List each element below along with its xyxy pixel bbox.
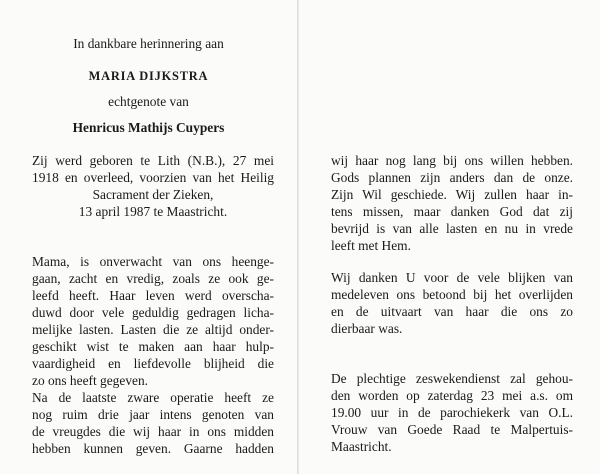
- tribute-line: leefd heeft. Haar leven werd overscha-: [32, 288, 274, 303]
- spouse-intro: echtgenote van: [108, 94, 189, 109]
- tribute-line: zo ons heeft gegeven.: [32, 373, 149, 388]
- tribute-line: melijke lasten. Lasten die ze altijd onder-: [32, 322, 274, 337]
- continuation-line: leeft met Hem.: [331, 238, 411, 253]
- tribute-line: Mama, is onverwacht van ons heenge-: [32, 254, 274, 269]
- in-memory-line: In dankbare herinnering aan: [73, 36, 224, 51]
- tribute-line: de vreugdes die wij haar in ons midden: [32, 424, 274, 439]
- continuation-line: bevrijd is van alle lasten en nu in vrede: [331, 221, 573, 236]
- thanks-line: Wij danken U voor de vele blijken van: [331, 270, 573, 285]
- continuation-line: wij haar nog lang bij ons willen hebben.: [331, 153, 573, 168]
- tribute-line: duwd door vele geduldig gedragen licha-: [32, 305, 274, 320]
- spouse-name: Henricus Mathijs Cuypers: [72, 120, 225, 135]
- right-page: [300, 0, 600, 474]
- thanks-line: medeleven ons betoond bij het overlijden: [331, 287, 573, 302]
- continuation-line: tens missen, maar danken God dat zij: [331, 204, 573, 219]
- thanks-line: dierbaar was.: [331, 321, 403, 336]
- continuation-line: Gods plannen zijn anders dan de onze.: [331, 170, 573, 185]
- bio-line: 13 april 1987 te Maastricht.: [78, 204, 228, 219]
- mass-line: Vrouw van Goede Raad te Malpertuis-: [331, 422, 573, 437]
- bio-line: 1918 en overleed, voorzien van het Heilig: [32, 170, 274, 185]
- tribute-line: gaan, zacht en vredig, zoals ze ook ge-: [32, 271, 274, 286]
- left-page: [0, 0, 297, 474]
- mass-line: 19.00 uur in de parochiekerk van O.L.: [331, 405, 573, 420]
- mass-line: De plechtige zeswekendienst zal gehou-: [331, 371, 573, 386]
- thanks-line: en de uitvaart van haar die ons zo: [331, 304, 573, 319]
- tribute-line: nog ruim drie jaar intens genoten van: [32, 407, 274, 422]
- mass-line: den worden op zaterdag 23 mei a.s. om: [331, 388, 573, 403]
- tribute-line: vaardigheid en liefdevolle blijheid die: [32, 356, 274, 371]
- bio-line: Zij werd geboren te Lith (N.B.), 27 mei: [32, 153, 274, 168]
- card-fold: [297, 0, 299, 474]
- deceased-name: MARIA DIJKSTRA: [88, 69, 209, 83]
- tribute-line: Na de laatste zware operatie heeft ze: [32, 390, 274, 405]
- bio-line: Sacrament der Zieken,: [92, 187, 214, 202]
- continuation-line: Zijn Wil geschiede. Wij zullen haar in-: [331, 187, 573, 202]
- tribute-line: hebben kunnen geven. Gaarne hadden: [32, 441, 274, 456]
- mass-line: Maastricht.: [331, 439, 392, 454]
- tribute-line: geschikt wist te maken aan haar hulp-: [32, 339, 274, 354]
